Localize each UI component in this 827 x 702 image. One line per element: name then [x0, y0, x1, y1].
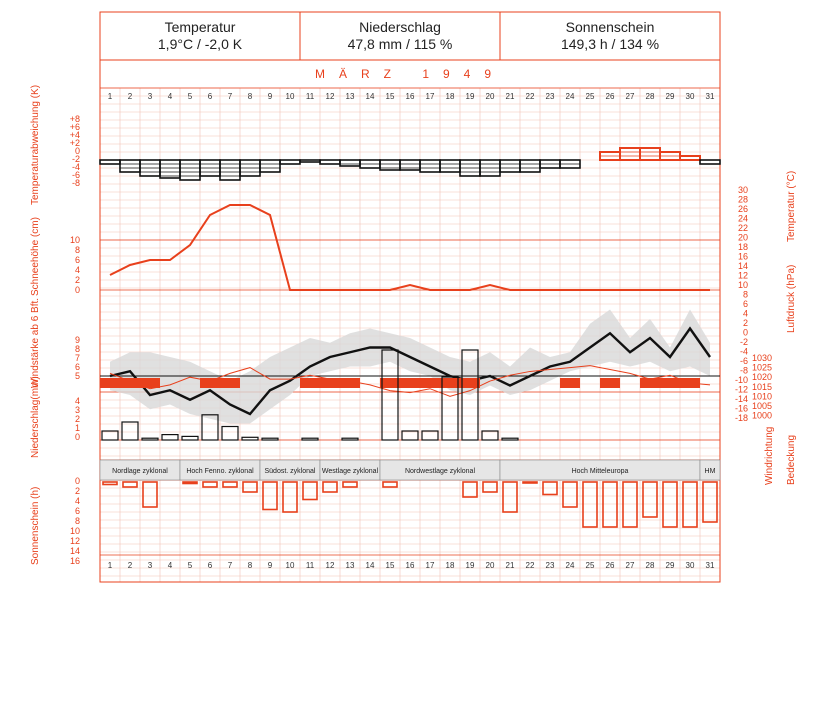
day-label-top: 30 [685, 92, 695, 101]
header-temperature [100, 12, 300, 60]
temp-anomaly-bar [160, 160, 180, 178]
day-label-top: 15 [385, 92, 395, 101]
sunshine-bar [283, 482, 297, 512]
regime-label: Westlage zyklonal [321, 468, 379, 475]
day-label-top: 1 [107, 92, 113, 101]
day-label-bottom: 18 [445, 561, 455, 570]
sun-tick: 16 [69, 556, 80, 566]
precipitation-bar [102, 431, 118, 440]
temp-anomaly-bar [180, 160, 200, 180]
temperature-tick: 8 [742, 289, 748, 300]
day-label-bottom: 23 [545, 561, 555, 570]
temp-anomaly-bar [120, 160, 140, 172]
pressure-tick: 1000 [751, 410, 772, 421]
wind-strong-marker [380, 378, 400, 388]
temp-anomaly-bar [500, 160, 520, 172]
day-label-top: 6 [207, 92, 213, 101]
day-label-bottom: 30 [685, 561, 695, 570]
axis-label-temperature: Temperatur (°C) [786, 170, 797, 242]
sun-tick: 10 [69, 526, 80, 536]
pressure-tick: 1010 [751, 391, 772, 402]
wind-strong-marker [420, 378, 440, 388]
day-label-bottom: 31 [705, 561, 715, 570]
day-label-bottom: 12 [325, 561, 335, 570]
sunshine-bar [563, 482, 577, 507]
wind-strong-marker [440, 378, 460, 388]
day-label-top: 19 [465, 92, 475, 101]
precipitation-bar [122, 422, 138, 440]
wind-strong-marker [560, 378, 580, 388]
day-label-bottom: 4 [167, 561, 173, 570]
sunshine-value: 149,3 h / 134 % [560, 36, 660, 52]
regime-label: HM [704, 468, 716, 475]
wind-tick: 8 [74, 344, 80, 354]
sunshine-bar [123, 482, 137, 487]
temperature-tick: 0 [742, 327, 748, 338]
temperature-tick: -8 [739, 365, 748, 376]
wind-strong-marker [340, 378, 360, 388]
day-label-top: 26 [605, 92, 615, 101]
day-label-bottom: 28 [645, 561, 655, 570]
sunshine-bar [183, 482, 197, 484]
axis-label-precip: Niederschlag(mm) [30, 376, 41, 458]
day-label-bottom: 17 [425, 561, 435, 570]
day-label-top: 8 [247, 92, 253, 101]
temp-anomaly-tick: -4 [71, 162, 80, 172]
day-label-top: 4 [167, 92, 173, 101]
wind-strong-marker [140, 378, 160, 388]
temperature-tick: -10 [734, 375, 748, 385]
temperature-tick: 16 [737, 251, 748, 262]
temp-anomaly-tick: +6 [69, 122, 80, 132]
regime-label: Nordlage zyklonal [112, 468, 168, 475]
day-label-bottom: 29 [665, 561, 675, 570]
day-label-top: 24 [565, 92, 575, 101]
temperature-tick: 18 [737, 242, 748, 252]
day-label-bottom: 3 [147, 561, 153, 570]
temp-anomaly-bar [260, 160, 280, 172]
day-label-bottom: 19 [465, 561, 475, 570]
temp-anomaly-bar [220, 160, 240, 180]
day-label-bottom: 11 [305, 561, 315, 570]
precip-tick: 4 [74, 396, 80, 406]
day-label-top: 10 [285, 92, 295, 101]
sunshine-bar [203, 482, 217, 487]
temp-anomaly-bar [400, 160, 420, 170]
day-label-bottom: 10 [285, 561, 295, 570]
precipitation-bar [142, 438, 158, 440]
temp-anomaly-tick: +4 [69, 130, 80, 140]
temperature-tick: 10 [737, 280, 748, 290]
wind-tick: 6 [74, 362, 80, 372]
wind-strong-marker [680, 378, 700, 388]
regime-label: Hoch Fenno. zyklonal [186, 468, 254, 475]
sunshine-bar [303, 482, 317, 500]
day-label-bottom: 5 [187, 561, 193, 570]
wind-strong-marker [400, 378, 420, 388]
day-label-bottom: 20 [485, 561, 495, 570]
sun-tick: 12 [69, 536, 80, 546]
temperature-tick: -12 [734, 384, 748, 395]
day-label-bottom: 14 [365, 561, 375, 570]
pressure-tick: 1015 [751, 381, 772, 392]
temp-anomaly-tick: 0 [74, 146, 80, 156]
sunshine-bar [383, 482, 397, 487]
sun-tick: 14 [69, 546, 80, 556]
wind-tick: 7 [74, 353, 80, 363]
temp-anomaly-tick: -8 [71, 178, 80, 188]
day-label-top: 21 [505, 92, 515, 101]
sun-tick: 8 [74, 516, 80, 526]
wind-strong-marker [660, 378, 680, 388]
axis-label-winddir: Windrichtung [764, 426, 775, 485]
temperature-title: Temperatur [164, 19, 236, 35]
snow-tick: 2 [74, 275, 80, 285]
day-label-top: 2 [127, 92, 133, 101]
temperature-tick: 14 [737, 261, 748, 271]
sunshine-bar [323, 482, 337, 492]
axis-label-temp-anomaly: Temperaturabweichung (K) [30, 84, 41, 205]
temperature-tick: -4 [739, 346, 748, 357]
day-label-bottom: 21 [505, 561, 515, 570]
day-label-top: 11 [305, 92, 315, 101]
day-label-top: 29 [665, 92, 675, 101]
sunshine-title: Sonnenschein [565, 19, 655, 35]
day-label-top: 20 [485, 92, 495, 101]
day-label-top: 5 [187, 92, 193, 101]
pressure-tick: 1025 [751, 362, 772, 373]
day-label-bottom: 13 [345, 561, 355, 570]
precipitation-bar [422, 431, 438, 440]
temp-anomaly-tick: -2 [71, 154, 80, 164]
temp-anomaly-bar [100, 160, 120, 164]
regime-label: Südost. zyklonal [264, 468, 316, 475]
precip-tick: 1 [74, 423, 80, 433]
temperature-tick: 12 [737, 270, 748, 281]
snow-tick: 8 [74, 245, 80, 255]
precip-tick: 3 [74, 405, 80, 415]
temperature-tick: -14 [734, 394, 748, 404]
pressure-tick: 1020 [751, 372, 772, 383]
temperature-tick: 2 [742, 318, 748, 328]
temperature-tick: 30 [737, 185, 748, 195]
day-label-top: 3 [147, 92, 153, 101]
regime-label: Hoch Mitteleuropa [571, 468, 629, 475]
day-label-top: 7 [227, 92, 233, 101]
day-label-top: 27 [625, 92, 635, 101]
sunshine-bar [103, 482, 117, 485]
day-label-bottom: 1 [107, 561, 113, 570]
precipitation-title: Niederschlag [359, 19, 441, 35]
wind-strong-marker [300, 378, 320, 388]
sunshine-bar [523, 482, 537, 483]
chart-marks [70, 92, 772, 570]
day-label-top: 17 [425, 92, 435, 101]
precipitation-bar [342, 438, 358, 440]
temp-anomaly-bar [420, 160, 440, 172]
precipitation-bar [302, 438, 318, 440]
day-label-bottom: 24 [565, 561, 575, 570]
temp-anomaly-tick: +8 [69, 114, 80, 124]
temperature-tick: 24 [737, 213, 748, 224]
header-sunshine [500, 12, 720, 60]
sunshine-bar [223, 482, 237, 487]
day-label-top: 16 [405, 92, 415, 101]
temp-anomaly-bar [380, 160, 400, 170]
temp-anomaly-tick: -6 [71, 170, 80, 180]
header-precipitation [300, 12, 500, 60]
day-label-top: 14 [365, 92, 375, 101]
precipitation-bar [162, 435, 178, 440]
wind-strong-marker [640, 378, 660, 388]
temperature-tick: 28 [737, 194, 748, 205]
sunshine-bar [463, 482, 477, 497]
wind-strong-marker [460, 378, 480, 388]
sunshine-bar [503, 482, 517, 512]
snow-tick: 10 [69, 235, 80, 245]
day-label-top: 22 [525, 92, 535, 101]
temperature-tick: -2 [739, 337, 748, 347]
temperature-tick: -6 [739, 356, 748, 366]
wind-strong-marker [200, 378, 220, 388]
precipitation-bar [482, 431, 498, 440]
sun-tick: 2 [74, 486, 80, 496]
precipitation-bar [222, 427, 238, 441]
pressure-tick: 1030 [751, 353, 772, 363]
snow-tick: 6 [74, 255, 80, 265]
temperature-tick: 22 [737, 223, 748, 233]
day-label-top: 12 [325, 92, 335, 101]
temperature-tick: 6 [742, 299, 748, 309]
day-label-top: 25 [585, 92, 595, 101]
temp-anomaly-bar [700, 160, 720, 164]
wind-tick: 9 [74, 335, 80, 345]
day-label-top: 9 [267, 92, 273, 101]
precipitation-value: 47,8 mm / 115 % [347, 36, 453, 52]
wind-strong-marker [100, 378, 120, 388]
temperature-tick: 4 [742, 308, 748, 319]
day-label-bottom: 25 [585, 561, 595, 570]
axis-label-pressure: Luftdruck (hPa) [786, 264, 797, 333]
temp-anomaly-bar [520, 160, 540, 172]
day-label-bottom: 22 [525, 561, 535, 570]
day-label-bottom: 7 [227, 561, 233, 570]
day-label-top: 23 [545, 92, 555, 101]
day-label-bottom: 6 [207, 561, 213, 570]
day-label-bottom: 9 [267, 561, 273, 570]
precip-tick: 0 [74, 432, 80, 442]
precipitation-bar [182, 436, 198, 440]
sunshine-bar [143, 482, 157, 507]
day-label-bottom: 8 [247, 561, 253, 570]
temp-anomaly-bar [640, 148, 660, 160]
wind-strong-marker [220, 378, 240, 388]
temp-anomaly-bar [680, 156, 700, 160]
day-label-bottom: 15 [385, 561, 395, 570]
axis-label-cloud: Bedeckung [786, 434, 797, 485]
temp-anomaly-bar [280, 160, 300, 164]
temperature-tick: 26 [737, 204, 748, 214]
day-label-bottom: 16 [405, 561, 415, 570]
temp-anomaly-bar [620, 148, 640, 160]
day-label-bottom: 27 [625, 561, 635, 570]
temp-anomaly-bar [440, 160, 460, 172]
precipitation-bar [262, 438, 278, 440]
day-label-top: 18 [445, 92, 455, 101]
sunshine-bar [243, 482, 257, 492]
precipitation-bar [502, 438, 518, 440]
sunshine-bar [343, 482, 357, 487]
day-label-bottom: 2 [127, 561, 133, 570]
precip-tick: 2 [74, 414, 80, 424]
temperature-value: 1,9°C / -2,0 K [157, 36, 243, 52]
regime-label: Nordwestlage zyklonal [404, 468, 476, 475]
temperature-tick: 20 [737, 232, 748, 243]
sun-tick: 4 [74, 496, 80, 506]
month-title: MÄRZ 1949 [314, 67, 506, 81]
snow-tick: 4 [74, 265, 80, 275]
temp-anomaly-bar [340, 160, 360, 166]
wind-tick: 5 [74, 371, 80, 381]
sunshine-bar [483, 482, 497, 492]
sun-tick: 0 [74, 476, 80, 486]
temperature-tick: -18 [734, 413, 748, 423]
wind-strong-marker [120, 378, 140, 388]
day-label-top: 28 [645, 92, 655, 101]
day-label-bottom: 26 [605, 561, 615, 570]
wind-strong-marker [600, 378, 620, 388]
axis-label-sun: Sonnenschein (h) [30, 486, 41, 565]
pressure-tick: 1005 [751, 401, 772, 411]
day-label-top: 13 [345, 92, 355, 101]
day-label-top: 31 [705, 92, 715, 101]
sun-tick: 6 [74, 506, 80, 516]
wind-strong-marker [320, 378, 340, 388]
temp-anomaly-tick: +2 [69, 138, 80, 148]
temperature-tick: -16 [734, 403, 748, 414]
axis-label-snow: Schneehöhe (cm) [30, 217, 41, 296]
precipitation-bar [402, 431, 418, 440]
axis-label-wind: Windstärke ab 6 Bft. [30, 297, 41, 388]
temp-anomaly-bar [320, 160, 340, 164]
snow-tick: 0 [74, 285, 80, 295]
precipitation-bar [242, 437, 258, 440]
temp-anomaly-bar [300, 160, 320, 162]
